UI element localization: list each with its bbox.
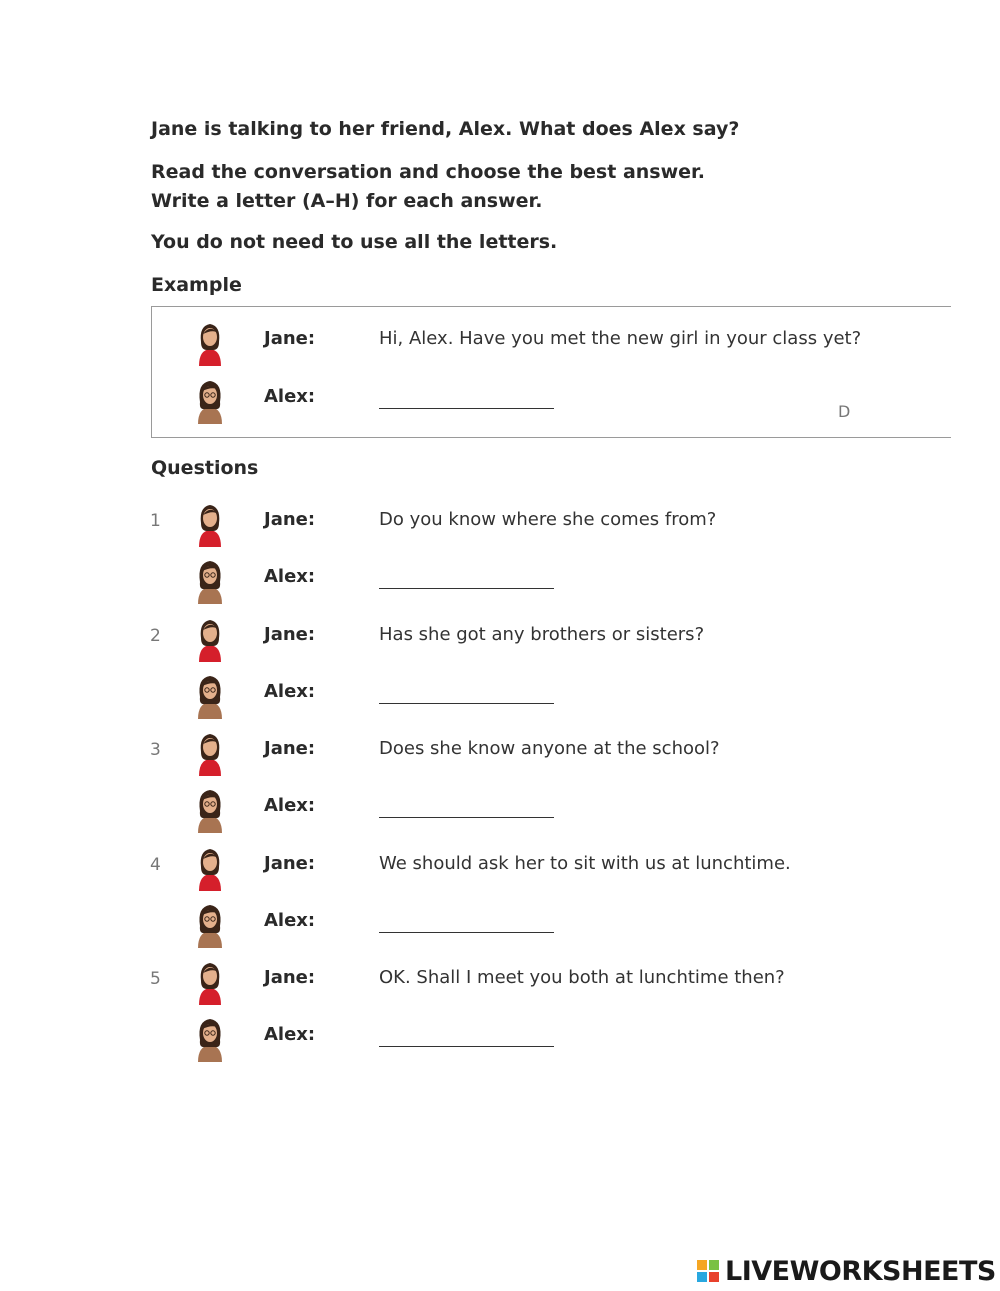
example-answer-field[interactable] xyxy=(379,402,851,421)
speaker-jane: Jane: xyxy=(264,967,316,988)
instruction-read: Read the conversation and choose the best answer. xyxy=(151,161,705,183)
speaker-alex: Alex: xyxy=(264,909,316,931)
example-answer-value: D xyxy=(838,402,851,421)
logo-block xyxy=(697,1260,707,1270)
logo-block xyxy=(709,1272,719,1282)
question-jane-row xyxy=(0,845,1000,895)
alex-avatar-icon xyxy=(193,378,227,424)
questions-heading: Questions xyxy=(151,457,259,479)
instruction-letters: You do not need to use all the letters. xyxy=(151,231,558,253)
instruction-title: Jane is talking to her friend, Alex. What does Alex say? xyxy=(151,118,740,140)
jane-line: We should ask her to sit with us at lunchtime. xyxy=(379,852,791,874)
jane-avatar-icon xyxy=(193,959,227,1005)
alex-avatar-icon xyxy=(193,787,227,833)
question-number: 1 xyxy=(150,511,161,531)
question-number: 2 xyxy=(150,625,161,646)
jane-avatar-icon xyxy=(193,616,227,662)
question-number: 5 xyxy=(150,969,161,989)
answer-field[interactable] xyxy=(379,588,554,589)
example-jane-row xyxy=(0,320,1000,370)
answer-field[interactable] xyxy=(379,703,554,704)
question-jane-row xyxy=(0,730,1000,780)
jane-line: Do you know where she comes from? xyxy=(379,509,717,530)
answer-field[interactable] xyxy=(379,932,554,933)
question-number: 3 xyxy=(150,740,161,760)
speaker-jane: Jane: xyxy=(264,852,316,874)
speaker-jane: Jane: xyxy=(264,509,316,530)
example-alex-row xyxy=(0,378,1000,428)
answer-field[interactable] xyxy=(379,817,554,818)
jane-line: Does she know anyone at the school? xyxy=(379,738,720,759)
question-jane-row xyxy=(0,959,1000,1009)
question-alex-row xyxy=(0,673,1000,723)
logo-block xyxy=(697,1272,707,1282)
question-jane-row xyxy=(0,501,1000,551)
speaker-jane: Jane: xyxy=(264,328,316,349)
speaker-alex: Alex: xyxy=(264,1024,316,1045)
alex-avatar-icon xyxy=(193,558,227,604)
jane-avatar-icon xyxy=(193,320,227,366)
jane-avatar-icon xyxy=(193,501,227,547)
logo-text: LIVEWORKSHEETS xyxy=(725,1255,996,1287)
speaker-alex: Alex: xyxy=(264,680,316,702)
logo-block xyxy=(709,1260,719,1270)
example-heading: Example xyxy=(151,274,242,296)
liveworksheets-logo xyxy=(697,1256,996,1286)
jane-avatar-icon xyxy=(193,730,227,776)
instruction-write: Write a letter (A–H) for each answer. xyxy=(151,190,543,212)
question-number: 4 xyxy=(150,854,161,875)
jane-avatar-icon xyxy=(193,845,227,891)
question-alex-row xyxy=(0,787,1000,837)
speaker-alex: Alex: xyxy=(264,386,316,407)
logo-blocks-icon xyxy=(697,1260,719,1282)
jane-line: Hi, Alex. Have you met the new girl in your class yet? xyxy=(379,328,862,349)
speaker-jane: Jane: xyxy=(264,738,316,759)
question-alex-row xyxy=(0,902,1000,952)
answer-field[interactable] xyxy=(379,1046,554,1047)
question-alex-row xyxy=(0,1016,1000,1066)
alex-avatar-icon xyxy=(193,902,227,948)
jane-line: OK. Shall I meet you both at lunchtime then? xyxy=(379,967,785,988)
speaker-alex: Alex: xyxy=(264,566,316,587)
question-jane-row xyxy=(0,616,1000,666)
alex-avatar-icon xyxy=(193,673,227,719)
jane-line: Has she got any brothers or sisters? xyxy=(379,623,705,645)
speaker-alex: Alex: xyxy=(264,795,316,816)
speaker-jane: Jane: xyxy=(264,623,316,645)
question-alex-row xyxy=(0,558,1000,608)
alex-avatar-icon xyxy=(193,1016,227,1062)
